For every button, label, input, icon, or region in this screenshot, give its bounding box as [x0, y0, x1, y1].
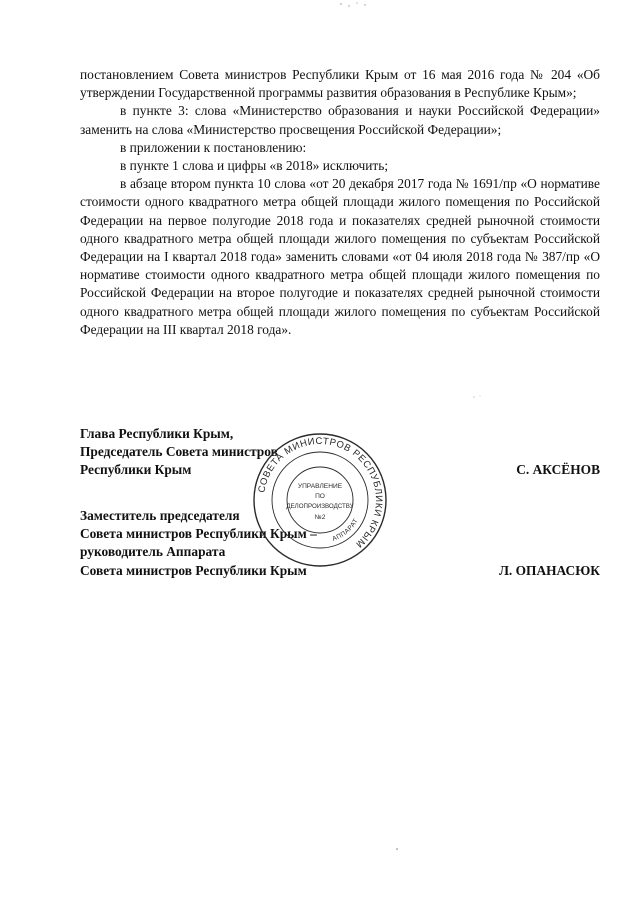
stamp-center-line: №2	[314, 514, 326, 521]
signatory-name: С. АКСЁНОВ	[516, 462, 600, 478]
scan-speck	[470, 392, 490, 402]
signature-block-head	[80, 425, 600, 480]
signature-title-line: Республики Крым	[80, 462, 192, 478]
paragraph-4: в пункте 1 слова и цифры «в 2018» исключить;	[120, 158, 389, 174]
signatory-name: Л. ОПАНАСЮК	[498, 562, 600, 578]
stamp-center-line: ПО	[315, 493, 325, 500]
stamp-center-line: УПРАВЛЕНИЕ	[297, 483, 343, 490]
signature-title-line: Председатель Совета министров	[80, 444, 278, 460]
signature-block-deputy	[80, 507, 600, 580]
scan-speck	[392, 844, 402, 854]
stamp-center-line: ДЕЛОПРОИЗВОДСТВУ	[286, 503, 354, 510]
signature-title-line: Глава Республики Крым,	[80, 426, 234, 441]
paragraph-2: в пункте 3: слова «Министерство образования и науки Российской Федерации» заменить на слова «Министерство просвещения Российской Федерации»;	[80, 103, 600, 137]
stamp-inner-text: АППАРАТ	[331, 517, 360, 543]
paragraph-5: в абзаце втором пункта 10 слова «от 20 декабря 2017 года № 1691/пр «О нормативе стоимости одного квадратного метра общей площади жилого помещения по Российской Федерации на первое полугодие 2018 года и показателях средней рыночной стоимости одного квадратного метра общей площади жилого помещения по субъектам Российской Федерации на I квартал 2018 года» заменить словами «от 04 июля 2018 года № 387/пр «О нормативе стоимости одного квадратного метра общей площади жилого помещения по Российской Федерации на второе полугодие и показателях средней рыночной стоимости одного квадратного метра общей площади жилого помещения по субъектам Российской Федерации на III квартал 2018 года».	[80, 176, 600, 337]
body-text	[80, 66, 600, 339]
paragraph-1: постановлением Совета министров Республики Крым от 16 мая 2016 года № 204 «Об утверждении Государственной программы развития образования в Республике Крым»;	[80, 67, 600, 101]
signature-title-line: Заместитель председателя	[80, 508, 240, 523]
scan-speck	[335, 0, 375, 12]
signature-title-line: руководитель Аппарата	[80, 544, 226, 560]
paragraph-3: в приложении к постановлению:	[120, 139, 307, 155]
signature-title-line: Совета министров Республики Крым –	[80, 526, 317, 542]
signature-title-line: Совета министров Республики Крым	[80, 562, 307, 578]
stamp-outer-text: СОВЕТА МИНИСТРОВ РЕСПУБЛИКИ КРЫМ	[256, 435, 385, 550]
